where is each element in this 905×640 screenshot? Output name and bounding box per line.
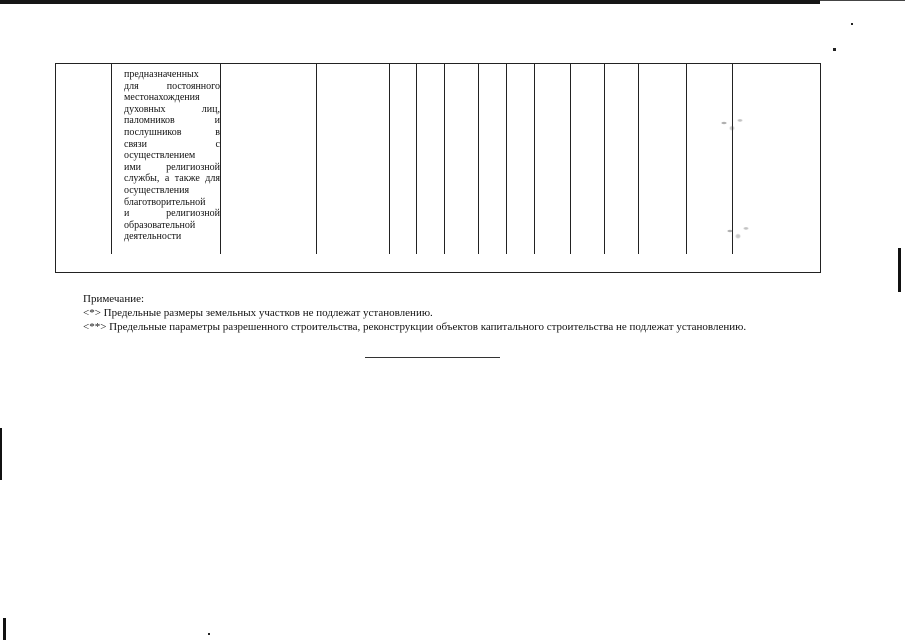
table-cell-line: осуществлением [124,150,196,162]
table-column-divider [570,64,571,254]
scan-noise [718,218,758,244]
table-cell-use-description [124,69,220,243]
permitted-use-table [55,63,821,273]
table-column-divider [638,64,639,254]
table-cell-line: послушников в [124,126,220,138]
scan-margin-mark [3,618,6,640]
table-column-divider [506,64,507,254]
table-cell-line: духовных лиц, [124,103,220,115]
table-column-divider [604,64,605,254]
end-separator-line [365,357,500,358]
note-block [83,292,788,335]
table-cell-line: и религиозной [124,208,220,220]
table-column-divider [534,64,535,254]
table-column-divider [444,64,445,254]
table-column-divider [111,64,112,254]
table-column-divider [416,64,417,254]
table-cell-line: деятельности [124,231,182,243]
table-cell-line: для постоянного [124,80,220,92]
table-column-divider [389,64,390,254]
table-cell-line: паломников и [124,115,220,127]
scan-margin-mark [0,428,2,480]
table-cell-line: ими религиозной [124,161,220,173]
table-column-divider [478,64,479,254]
scan-noise [833,48,836,51]
table-cell-line: предназначенных [124,69,199,80]
note-line: <*> Предельные размеры земельных участков не подлежат установлению. [83,307,433,320]
note-heading: Примечание: [83,293,145,305]
table-cell-line: образовательной [124,219,196,231]
note-line: <**> Предельные параметры разрешенного строительства, реконструкции объектов капитального строительства не подлежат установлению. [83,321,747,334]
table-cell-line: осуществления [124,184,190,196]
table-column-divider [220,64,221,254]
table-cell-line: местонахождения [124,92,200,104]
scan-noise [712,110,752,136]
scan-top-edge [0,0,820,4]
table-cell-line: связи с [124,138,220,150]
table-cell-line: благотворительной [124,196,206,208]
scan-noise [851,23,853,25]
table-column-divider [686,64,687,254]
table-cell-line: службы, а также для [124,173,220,185]
scan-noise [208,633,210,635]
scan-margin-mark [898,248,901,292]
scan-top-edge-tail [820,0,905,1]
table-column-divider [316,64,317,254]
